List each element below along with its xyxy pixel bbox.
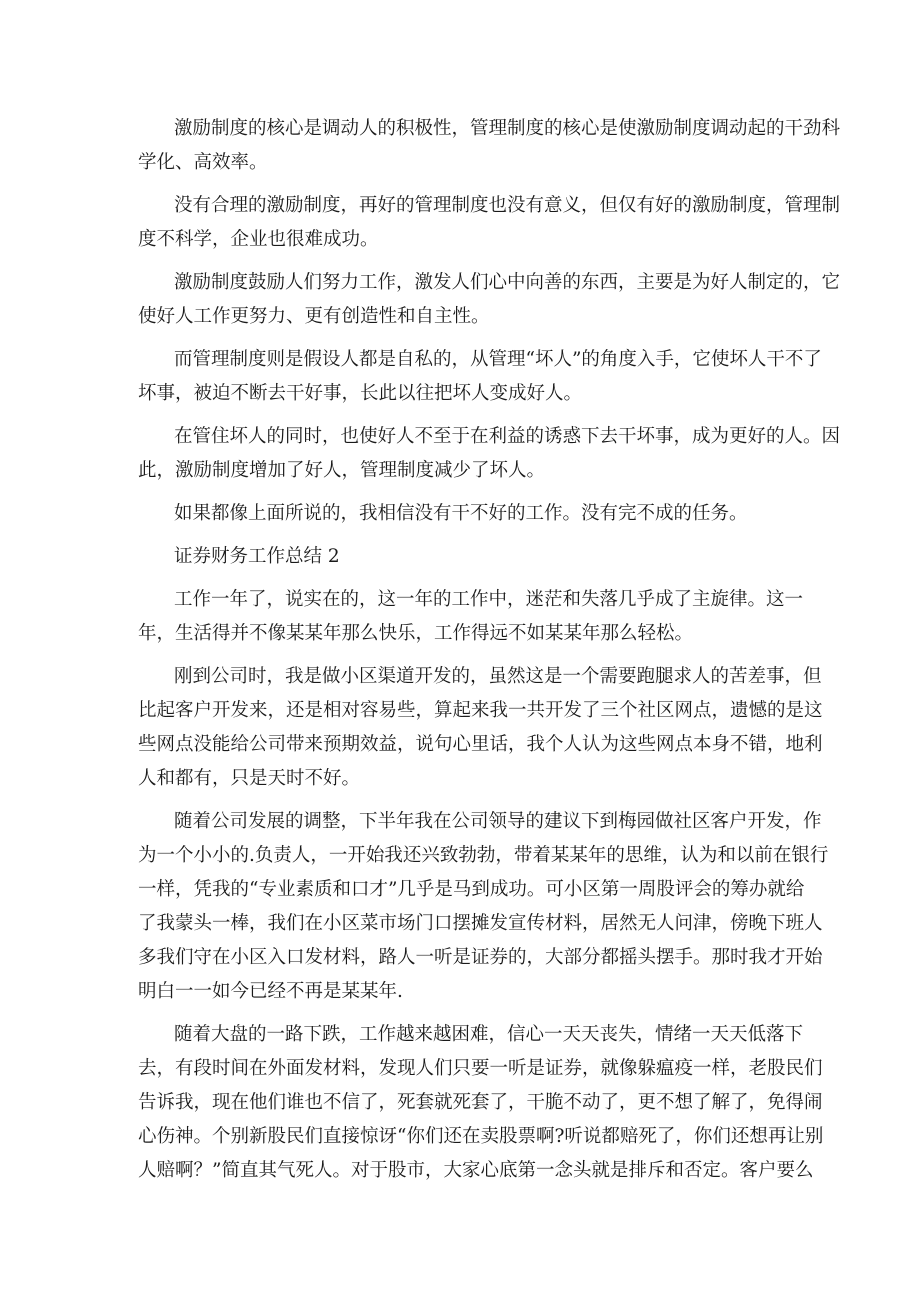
- text-line: 学化、高效率。: [138, 152, 268, 173]
- text-line: 心伤神。个别新股民们直接惊讶“你们还在卖股票啊?听说都赔死了，你们还想再让别: [138, 1126, 824, 1147]
- text-line: 此，激励制度增加了好人，管理制度减少了坏人。: [138, 460, 546, 481]
- text-line: 多我们守在小区入口发材料，路人一听是证券的，大部分都摇头摆手。那时我才开始: [138, 947, 823, 968]
- paragraph: [138, 805, 829, 1009]
- paragraph: [138, 583, 804, 651]
- paragraph: [138, 1018, 824, 1188]
- text-line: 年，生活得并不像某某年那么快乐，工作得远不如某某年那么轻松。: [138, 623, 694, 644]
- text-line: 没有合理的激励制度，再好的管理制度也没有意义，但仅有好的激励制度，管理制: [174, 195, 841, 216]
- text-line: 人赔啊？”简直其气死人。对于股市，大家心底第一念头就是排斥和否定。客户要么: [138, 1160, 814, 1181]
- text-line: 一样，凭我的“专业素质和口才”几乎是马到成功。可小区第一周股评会的筹办就给: [138, 879, 805, 900]
- text-line: 度不科学，企业也很难成功。: [138, 229, 379, 250]
- paragraph: [138, 112, 841, 180]
- paragraph: [138, 660, 823, 796]
- document-body: [138, 112, 841, 1197]
- text-line: 告诉我，现在他们谁也不信了，死套就死套了，干脆不动了，更不想了解了，免得闹: [138, 1092, 823, 1113]
- text-line: 证券财务工作总结 2: [174, 546, 340, 567]
- text-line: 了我蒙头一棒，我们在小区菜市场门口摆摊发宣传材料，居然无人问津，傍晚下班人: [138, 913, 823, 934]
- text-line: 随着大盘的一路下跌，工作越来越困难，信心一天天丧失，情绪一天天低落下: [174, 1024, 804, 1045]
- text-line: 刚到公司时，我是做小区渠道开发的，虽然这是一个需要跑腿求人的苦差事，但: [174, 666, 822, 687]
- text-line: 工作一年了，说实在的，这一年的工作中，迷茫和失落几乎成了主旋律。这一: [174, 589, 804, 610]
- text-line: 使好人工作更努力、更有创造性和自主性。: [138, 306, 490, 327]
- text-line: 去，有段时间在外面发材料，发现人们只要一听是证券，就像躲瘟疫一样，老股民们: [138, 1058, 823, 1079]
- text-line: 明白一一如今已经不再是某某年.: [138, 981, 403, 1002]
- paragraph: [138, 343, 822, 411]
- text-line: 激励制度的核心是调动人的积极性，管理制度的核心是使激励制度调动起的干劲科: [174, 118, 841, 139]
- text-line: 人和都有，只是天时不好。: [138, 768, 361, 789]
- paragraph: [138, 266, 841, 334]
- paragraph: [138, 189, 841, 257]
- text-line: 在管住坏人的同时，也使好人不至于在利益的诱惑下去干坏事，成为更好的人。因: [174, 426, 841, 447]
- paragraph: [138, 540, 788, 574]
- text-line: 比起客户开发来，还是相对容易些，算起来我一共开发了三个社区网点，遗憾的是这: [138, 700, 823, 721]
- text-line: 为一个小小的.负责人，一开始我还兴致勃勃，带着某某年的思维，认为和以前在银行: [138, 845, 829, 866]
- text-line: 坏事，被迫不断去干好事，长此以往把坏人变成好人。: [138, 383, 583, 404]
- text-line: 而管理制度则是假设人都是自私的，从管理“坏人”的角度入手，它使坏人干不了: [174, 349, 822, 370]
- paragraph: [138, 420, 841, 488]
- text-line: 随着公司发展的调整，下半年我在公司领导的建议下到梅园做社区客户开发，作: [174, 811, 822, 832]
- text-line: 激励制度鼓励人们努力工作，激发人们心中向善的东西，主要是为好人制定的，它: [174, 272, 841, 293]
- text-line: 如果都像上面所说的，我相信没有干不好的工作。没有完不成的任务。: [174, 503, 748, 524]
- paragraph: [138, 497, 788, 531]
- text-line: 些网点没能给公司带来预期效益，说句心里话，我个人认为这些网点本身不错，地利: [138, 734, 823, 755]
